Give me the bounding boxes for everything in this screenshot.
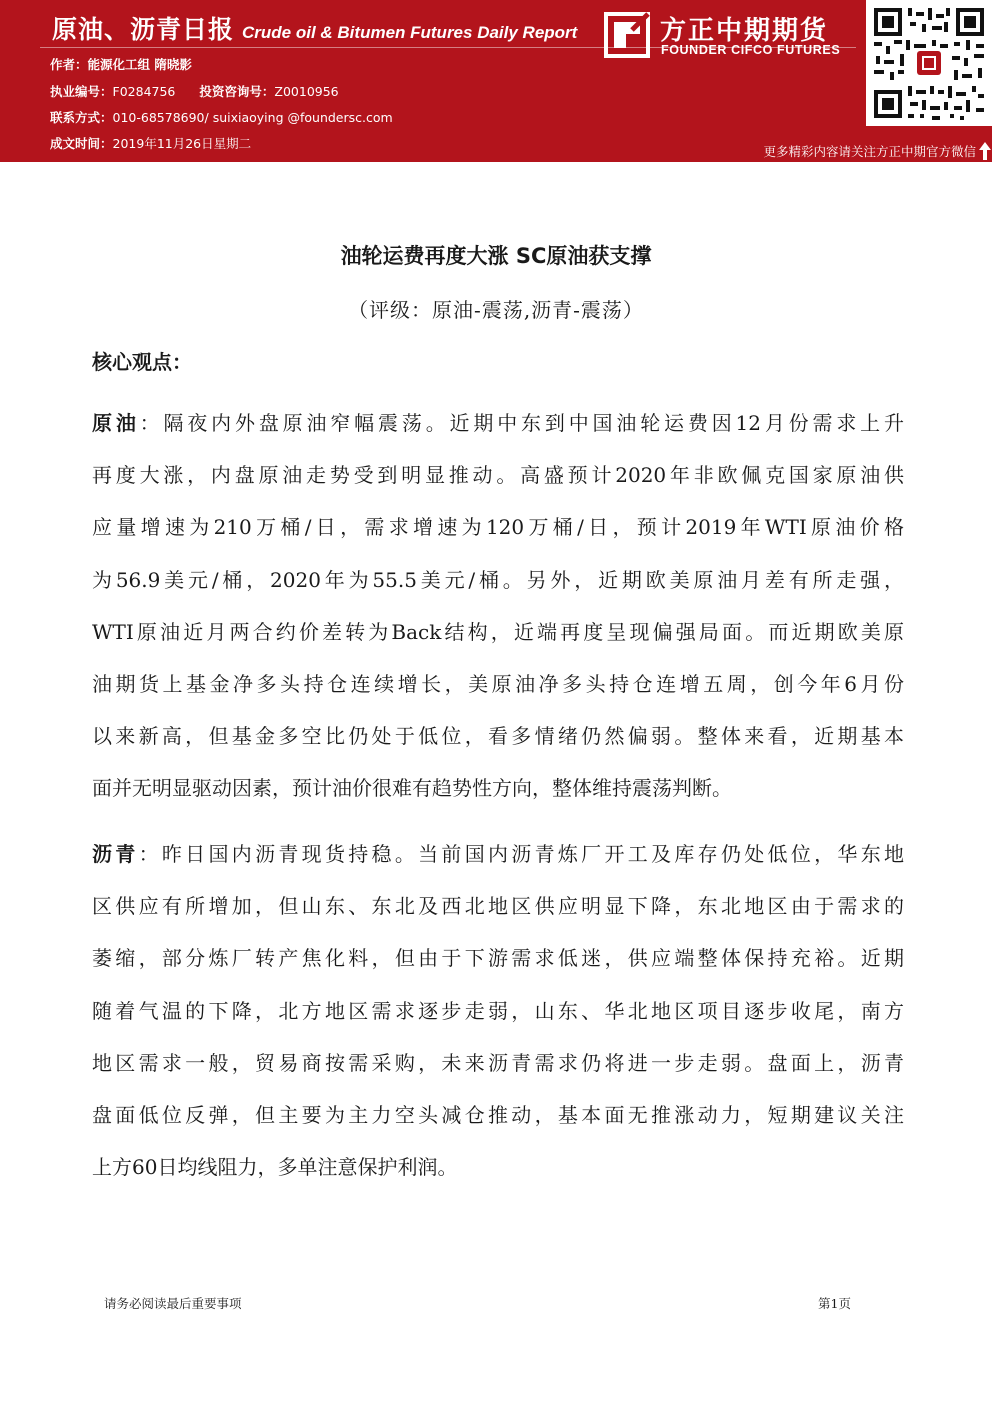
license-value: F0284756 bbox=[112, 84, 176, 99]
logo-text-en: FOUNDER CIFCO FUTURES bbox=[661, 43, 841, 57]
header-title bbox=[52, 10, 577, 46]
logo-text-cn: 方正中期期货 bbox=[660, 16, 829, 46]
author-line bbox=[50, 55, 192, 73]
bitumen-line-7: 上方60日均线阻力，多单注意保护利润。 bbox=[92, 1155, 458, 1180]
bitumen-line-6: 盘面低位反弹，但主要为主力空头减仓推动，基本面无推涨动力，短期建议关注 bbox=[92, 1103, 904, 1128]
date-value: 2019年11月26日星期二 bbox=[112, 136, 252, 151]
crude-oil-paragraph bbox=[92, 397, 904, 815]
rating-line: （评级：原油-震荡,沥青-震荡） bbox=[348, 298, 644, 322]
bitumen-line-4: 随着气温的下降，北方地区需求逐步走弱，山东、华北地区项目逐步收尾，南方 bbox=[92, 998, 904, 1023]
qr-code-icon bbox=[866, 0, 992, 126]
footer-notice: 请务必阅读最后重要事项 bbox=[104, 1296, 242, 1311]
consult-label: 投资咨询号： bbox=[199, 84, 275, 99]
crude-line-5: WTI原油近月两合约价差转为Back结构，近端再度呈现偏强局面。而近期欧美原 bbox=[92, 619, 904, 644]
paragraph-line bbox=[92, 397, 904, 449]
follow-text: 更多精彩内容请关注方正中期官方微信 bbox=[763, 144, 976, 159]
date-line bbox=[50, 134, 251, 152]
crude-line-1: ：隔夜内外盘原油窄幅震荡。近期中东到中国油轮运费因12月份需求上升 bbox=[139, 411, 904, 435]
header-title-en: Crude oil & Bitumen Futures Daily Report bbox=[242, 23, 578, 42]
document-title: 油轮运费再度大涨 SC原油获支撑 bbox=[340, 244, 652, 268]
founder-logo-icon bbox=[604, 12, 650, 58]
crude-line-4: 为56.9美元/桶，2020年为55.5美元/桶。另外，近期欧美原油月差有所走强， bbox=[92, 567, 904, 592]
follow-wechat-bar bbox=[720, 140, 992, 162]
crude-line-2: 再度大涨，内盘原油走势受到明显推动。高盛预计2020年非欧佩克国家原油供 bbox=[92, 463, 904, 488]
bitumen-line-5: 地区需求一般，贸易商按需采购，未来沥青需求仍将进一步走弱。盘面上，沥青 bbox=[92, 1050, 904, 1075]
section-heading: 核心观点： bbox=[92, 350, 192, 374]
author-label: 作者： bbox=[50, 57, 88, 72]
crude-lead: 原油 bbox=[92, 411, 140, 435]
crude-line-3: 应量增速为210万桶/日，需求增速为120万桶/日，预计2019年WTI原油价格 bbox=[92, 515, 904, 540]
license-label: 执业编号： bbox=[50, 84, 113, 99]
wechat-qr-code bbox=[866, 0, 992, 126]
crude-line-7: 以来新高，但基金多空比仍处于低位，看多情绪仍然偏弱。整体来看，近期基本 bbox=[92, 724, 904, 749]
contact-value: 010-68578690/ suixiaoying @foundersc.com bbox=[112, 110, 393, 125]
license-line bbox=[50, 82, 339, 100]
bitumen-line-3: 萎缩，部分炼厂转产焦化料，但由于下游需求低迷，供应端整体保持充裕。近期 bbox=[92, 946, 904, 971]
contact-label: 联系方式： bbox=[50, 110, 113, 125]
crude-line-6: 油期货上基金净多头持仓连续增长，美原油净多头持仓连增五周，创今年6月份 bbox=[92, 672, 904, 697]
header-title-cn: 原油、沥青日报 bbox=[52, 15, 235, 44]
bitumen-line-2: 区供应有所增加，但山东、东北及西北地区供应明显下降，东北地区由于需求的 bbox=[92, 894, 904, 919]
crude-line-8: 面并无明显驱动因素，预计油价很难有趋势性方向，整体维持震荡判断。 bbox=[92, 776, 732, 801]
company-logo bbox=[604, 8, 864, 60]
paragraph-line bbox=[92, 828, 904, 880]
consult-value: Z0010956 bbox=[274, 84, 339, 99]
footer-page-number: 第1页 bbox=[818, 1296, 851, 1311]
up-arrow-icon bbox=[978, 141, 992, 161]
bitumen-paragraph bbox=[92, 828, 904, 1193]
bitumen-line-1: ：昨日国内沥青现货持稳。当前国内沥青炼厂开工及库存仍处低位，华东地 bbox=[138, 842, 905, 866]
author-value: 能源化工组 隋晓影 bbox=[87, 57, 192, 72]
bitumen-lead: 沥青 bbox=[92, 842, 139, 866]
contact-line bbox=[50, 108, 393, 126]
report-header bbox=[0, 0, 992, 162]
date-label: 成文时间： bbox=[50, 136, 113, 151]
